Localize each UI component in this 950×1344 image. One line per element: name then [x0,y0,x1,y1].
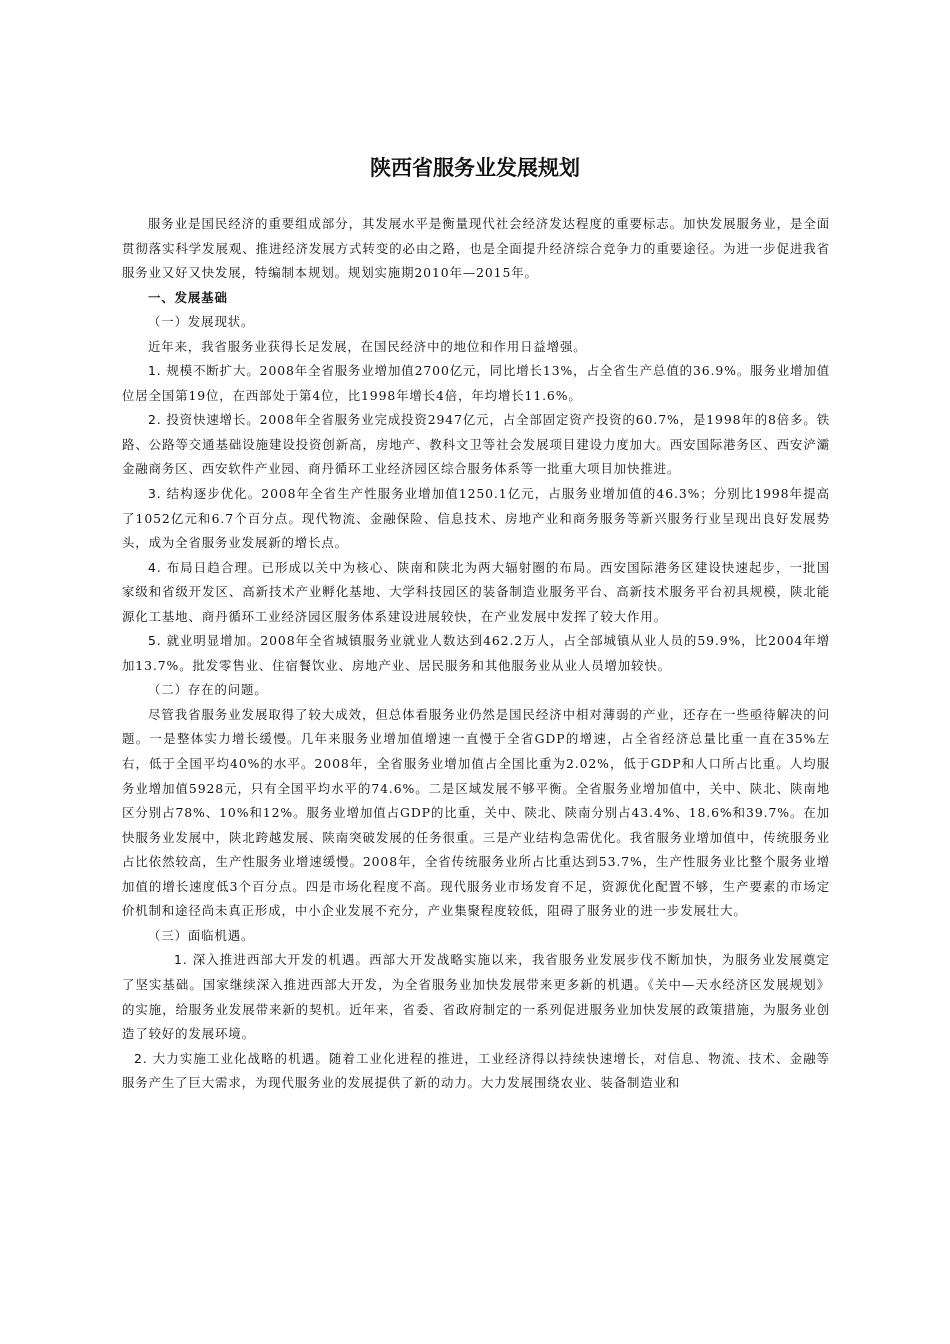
item-label: 2. 投资快速增长。 [148,412,260,428]
list-item [122,482,830,556]
item-label: 1. 规模不断扩大。 [148,363,260,379]
list-item [122,1047,830,1096]
item-text: 随着工业化进程的推进，工业经济得以持续快速增长，对信息、物流、技术、金融等服务产生了巨大需求，为现代服务业的发展提供了新的动力。大力发展围绕农业、装备制造业和 [122,1050,830,1091]
lead-paragraph: 近年来，我省服务业获得长足发展，在国民经济中的地位和作用日益增强。 [148,338,587,354]
item-label: 4. 布局日趋合理。 [148,559,262,575]
item-label: 1. 深入推进西部大开发的机遇。 [174,952,370,968]
item-text: 2008年全省生产性服务业增加值1250.1亿元，占服务业增加值的46.3%；分别比1998年提高了1052亿元和6.7个百分点。现代物流、金融保险、信息技术、房地产业和商务服务等新兴服务行业呈现出良好发展势头，成为全省服务业发展新的增长点。 [122,486,830,551]
document-body [122,212,830,1096]
item-label: 2. 大力实施工业化战略的机遇。 [134,1050,329,1066]
list-item [122,629,830,678]
list-item [122,408,830,482]
subsection-heading: （三）面临机遇。 [148,927,255,943]
problems-paragraph: 尽管我省服务业发展取得了较大成效，但总体看服务业仍然是国民经济中相对薄弱的产业，还存在一些亟待解决的问题。一是整体实力增长缓慢。几年来服务业增加值增速一直慢于全省GDP的增速，占全省经济总量比重一直在35%左右，低于全国平均40%的水平。2008年，全省服务业增加值占全国比重为2.02%，低于GDP和人口所占比重。人均服务业增加值5928元，只有全国平均水平的74.6%。二是区域发展不够平衡。全省服务业增加值中，关中、陕北、陕南地区分别占78%、10%和12%。服务业增加值占GDP的比重，关中、陕北、陕南分别占43.4%、18.6%和39.7%。在加快服务业发展中，陕北跨越发展、陕南突破发展的任务很重。三是产业结构急需优化。我省服务业增加值中，传统服务业占比依然较高，生产性服务业增速缓慢。2008年，全省传统服务业所占比重达到53.7%，生产性服务业比整个服务业增加值的增长速度低3个百分点。四是市场化程度不高。现代服务业市场发育不足，资源优化配置不够，生产要素的市场定价机制和途径尚未真正形成，中小企业发展不充分，产业集聚程度较低，阻碍了服务业的进一步发展壮大。 [122,706,830,919]
list-item [122,556,830,630]
section-heading: 一、发展基础 [148,289,228,305]
list-item [122,359,830,408]
item-text: 已形成以关中为核心、陕南和陕北为两大辐射圈的布局。西安国际港务区建设快速起步，一批国家级和省级开发区、高新技术产业孵化基地、大学科技园区的装备制造业服务平台、高新技术服务平台初具规模，陕北能源化工基地、商丹循环工业经济园区服务体系建设进展较快，在产业发展中发挥了较大作用。 [122,559,830,624]
item-label: 3. 结构逐步优化。 [148,486,262,502]
item-text: 西部大开发战略实施以来，我省服务业发展步伐不断加快，为服务业发展奠定了坚实基础。国家继续深入推进西部大开发，为全省服务业加快发展带来更多新的机遇。《关中—天水经济区发展规划》的实施，给服务业发展带来新的契机。近年来，省委、省政府制定的一系列促进服务业加快发展的政策措施，为服务业创造了较好的发展环境。 [122,952,830,1042]
list-item [122,948,830,1046]
item-text: 2008年全省服务业完成投资2947亿元，占全部固定资产投资的60.7%，是1998年的8倍多。铁路、公路等交通基础设施建设投资创新高，房地产、教科文卫等社会发展项目建设力度加大。西安国际港务区、西安浐灞金融商务区、西安软件产业园、商丹循环工业经济园区综合服务体系等一批重大项目加快推进。 [122,412,830,477]
item-text: 2008年全省城镇服务业就业人数达到462.2万人，占全部城镇从业人员的59.9%，比2004年增加13.7%。批发零售业、住宿餐饮业、房地产业、居民服务和其他服务业从业人员增加较快。 [122,633,831,673]
subsection-heading: （一）发展现状。 [148,314,255,330]
intro-paragraph: 服务业是国民经济的重要组成部分，其发展水平是衡量现代社会经济发达程度的重要标志。加快发展服务业，是全面贯彻落实科学发展观、推进经济发展方式转变的必由之路，也是全面提升经济综合竞争力的重要途径。为进一步促进我省服务业又好又快发展，特编制本规划。规划实施期2010年—2015年。 [122,216,830,281]
document-title: 陕西省服务业发展规划 [370,156,580,180]
subsection-heading: （二）存在的问题。 [148,682,268,698]
item-text: 2008年全省服务业增加值2700亿元，同比增长13%，占全省生产总值的36.9%。服务业增加值位居全国第19位，在西部处于第4位，比1998年增长4倍，年均增长11.6%。 [122,363,830,403]
item-label: 5. 就业明显增加。 [148,633,261,649]
